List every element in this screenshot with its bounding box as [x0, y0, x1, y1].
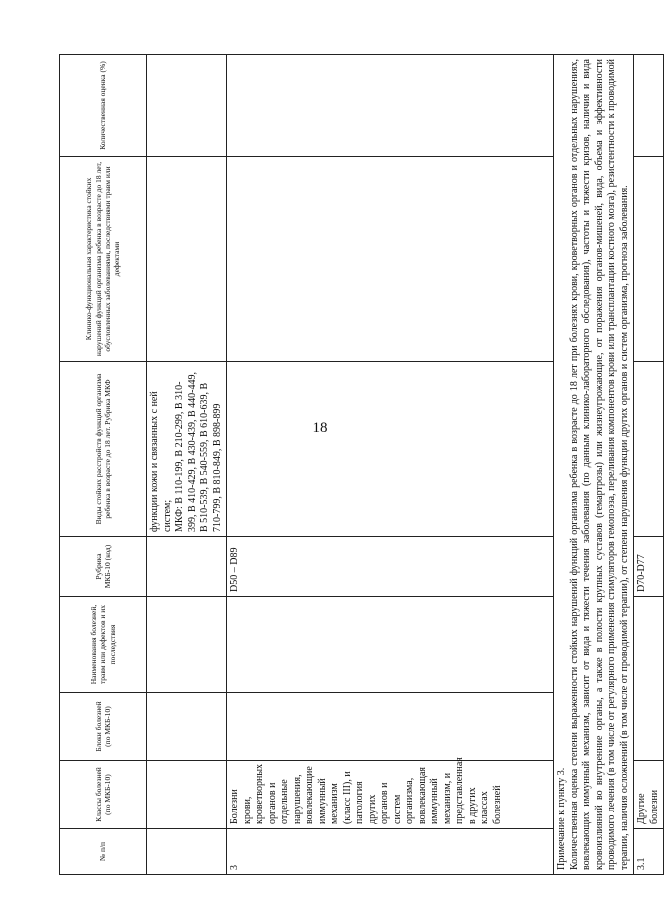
header-name: Наименования болезней, травм или дефектов и их последствия: [60, 597, 147, 693]
row3-class: Болезни крови, кроветворных органов и отдельные нарушения, вовлекающие иммунный механизм (класс III), и патология других органов и систем организма, вовлекающая иммунный механизм, и представленная в других классах болезней: [227, 761, 554, 829]
row31-num: 3.1: [634, 829, 664, 875]
types-cell-top: функции кожи и связанных с ней систем; МКФ: В 110-199, В 210-299, В 310-399, В 410-429, В 430-439, В 440-449, В 510-539, В 540-559, В 610-639, В 710-799, В 810-849, В 898-899: [147, 362, 227, 537]
note-cell: [554, 55, 634, 875]
note-title: Примечание к пункту 3.: [556, 767, 567, 870]
row31-name: Другие болезни: [634, 761, 664, 829]
row3-code: D50 – D89: [227, 537, 554, 597]
rotated-table-page: [59, 55, 660, 875]
note-text: Количественная оценка степени выраженности стойких нарушений функций организма ребенка в возрасте до 18 лет при болезнях крови, кроветворных органов и отдельных нарушениях, вовлекающих иммунный механизм, зависит от вида и тяжести течения заболевания (по данным клинико-лабораторного обследования), частоты и тяжести кризов, наличия и вида кровоизлияний во внутренние органы, а также в полости крупных суставов (гемартрозы) или жизнеугрожающие, от поражения органов-мишеней, вида, объема и эффективности проводимого лечения (в том числе от регулярного применения стимуляторов гемопоэза, переливания компонентов крови или трансплантации костного мозга), резистентности к проводимой терапии, наличия осложнений (в том числе от проводимой терапии), от степени нарушения функции других органов и систем организма, прогноза заболевания.: [568, 59, 630, 870]
table-row-3-1: [634, 55, 664, 875]
disability-criteria-table: [59, 54, 664, 875]
page-number: 18: [312, 420, 328, 436]
header-types: Виды стойких расстройств функций организма ребенка в возрасте до 18 лет. Рубрика МКФ: [60, 362, 147, 537]
header-blocks: Блоки болезней (по МКБ-10): [60, 693, 147, 761]
table-row-3: [227, 55, 554, 875]
note-row: [554, 55, 634, 875]
header-class: Классы болезней (по МКБ-10): [60, 761, 147, 829]
header-num: № п/п: [60, 829, 147, 875]
row3-num: 3: [227, 829, 554, 875]
header-clinical: Клинико-функциональная характеристика стойких нарушений функций организма ребенка в возрасте до 18 лет, обусловленных заболеваниями, последствиями травм или дефектами: [60, 157, 147, 362]
table-row-top: [147, 55, 227, 875]
row31-code: D70-D77: [634, 537, 664, 597]
header-score: Количественная оценка (%): [60, 55, 147, 157]
header-code: Рубрика МКБ-10 (код): [60, 537, 147, 597]
header-row: [60, 55, 147, 875]
